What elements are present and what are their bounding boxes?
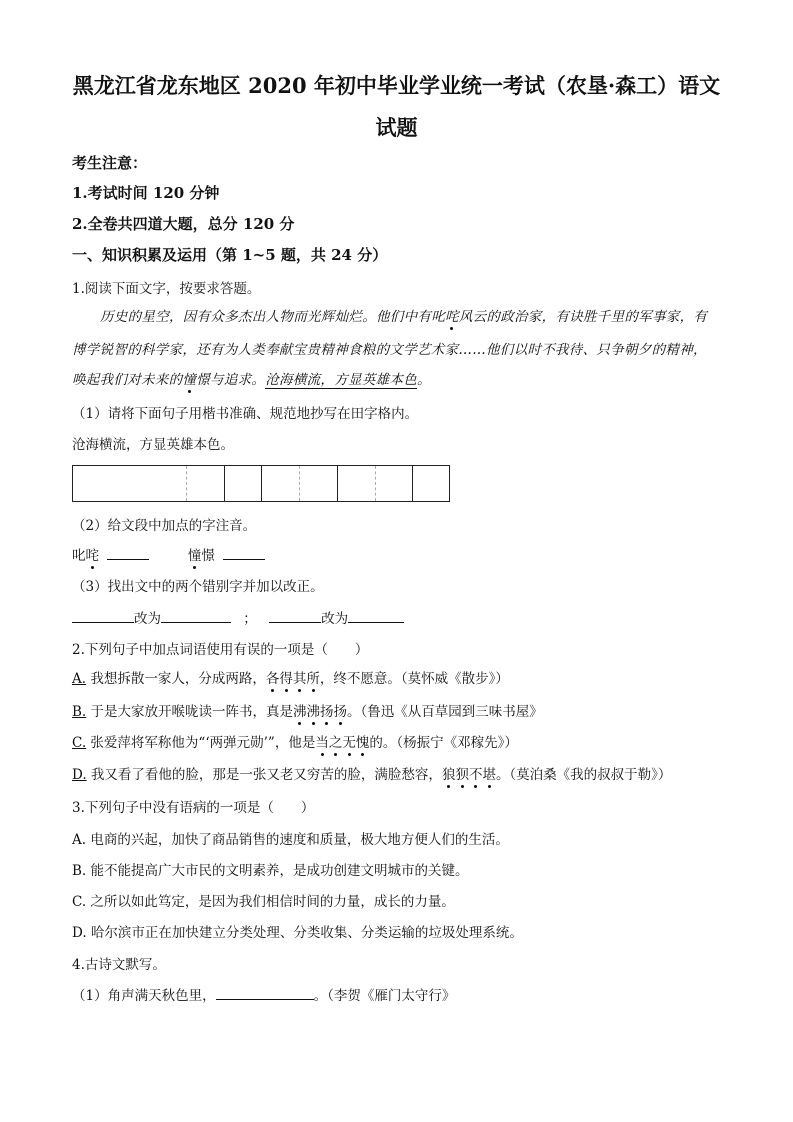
q1-sub2: （2）给文段中加点的字注音。	[72, 518, 257, 534]
option-text: 我又看了看他的脸，那是一张又老又穷苦的脸，满脸愁容，	[86, 767, 442, 783]
passage-text: 风云的政治家，有诀胜千里的军事家，有	[458, 309, 708, 325]
q2-option-d[interactable]	[72, 763, 671, 783]
section1-heading: 一、知识积累及运用（第 1~5 题，共 24 分）	[72, 246, 388, 264]
passage-text: 。	[417, 372, 431, 388]
dotted-char: 咤	[445, 305, 459, 325]
exam-title-line2: 试题	[375, 115, 418, 140]
q1-passage-line1	[100, 305, 707, 325]
notice-item-time: 1.考试时间 120 分钟	[72, 184, 220, 202]
q2-option-c[interactable]	[72, 731, 518, 751]
answer-blank[interactable]	[223, 547, 265, 560]
q3-stem: 3.下列句子中没有语病的一项是（ ）	[72, 800, 315, 816]
dotted-phrase: 当之无愧	[315, 735, 369, 751]
notice-item-score: 2.全卷共四道大题，总分 120 分	[72, 215, 295, 233]
option-text: 。（鲁迅《从百草园到三味书屋》	[347, 704, 543, 720]
q3-option-b[interactable]: B. 能不能提高广大市民的文明素养，是成功创建文明城市的关键。	[72, 863, 469, 879]
grid-dashed-line	[186, 466, 187, 501]
dotted-char: 憧	[188, 544, 202, 564]
q4-stem: 4.古诗文默写。	[72, 957, 166, 973]
writing-grid[interactable]	[72, 465, 450, 502]
poem-line: （1）角声满天秋色里，	[72, 988, 216, 1004]
passage-text: 唤起我们对未来的	[72, 372, 183, 388]
q1-passage-line3	[72, 368, 431, 388]
change-label: 改为	[134, 611, 161, 627]
q1-passage-line2: 博学锐智的科学家，还有为人类奉献宝贵精神食粮的文学艺术家……他们以时不我待、只争朝夕的精神，	[72, 342, 707, 358]
option-letter: C.	[72, 735, 87, 751]
q2-option-b[interactable]	[72, 700, 543, 720]
dotted-char: 咤	[86, 544, 100, 564]
answer-blank[interactable]	[72, 610, 134, 623]
pinyin-word: 叱	[72, 548, 86, 564]
option-letter: A.	[72, 671, 87, 687]
grid-solid-line	[412, 466, 413, 501]
pinyin-word: 憬	[201, 548, 215, 564]
grid-solid-line	[261, 466, 262, 501]
option-text: ，终不愿意。（莫怀威《散步》）	[319, 671, 509, 687]
dotted-phrase: 狼狈不堪	[442, 767, 496, 783]
option-text: 的。（杨振宁《邓稼先》）	[369, 735, 518, 751]
q1-sub3: （3）找出文中的两个错别字并加以改正。	[72, 579, 324, 595]
option-text: 于是大家放开喉咙读一阵书，真是	[86, 704, 294, 720]
change-label: 改为	[321, 611, 349, 627]
q1-stem: 1.阅读下面文字，按要求答题。	[72, 281, 261, 297]
answer-blank[interactable]	[161, 610, 231, 623]
q2-stem: 2.下列句子中加点词语使用有误的一项是（ ）	[72, 642, 369, 658]
q4-sub1	[72, 984, 455, 1004]
grid-dashed-line	[375, 466, 376, 501]
answer-blank[interactable]	[216, 987, 314, 1000]
option-letter: B.	[72, 704, 87, 720]
q2-option-a[interactable]	[72, 667, 509, 687]
answer-blank[interactable]	[348, 610, 404, 623]
underlined-sentence: 沧海横流，方显英雄本色	[265, 372, 418, 388]
separator: ；	[243, 611, 257, 627]
q3-option-d[interactable]: D. 哈尔滨市正在加快建立分类处理、分类收集、分类运输的垃圾处理系统。	[72, 925, 523, 941]
option-text: 张爱萍将军称他为“‘两弹元勋’”，他是	[86, 735, 316, 751]
q3-option-c[interactable]: C. 之所以如此笃定，是因为我们相信时间的力量，成长的力量。	[72, 894, 455, 910]
exam-title-line1: 黑龙江省龙东地区 2020 年初中毕业学业统一考试（农垦·森工）语文	[72, 73, 721, 98]
grid-dashed-line	[299, 466, 300, 501]
q1-sub2-blanks	[72, 544, 265, 564]
passage-text: 憬与追求。	[196, 372, 266, 388]
answer-blank[interactable]	[269, 610, 321, 623]
q3-option-a[interactable]: A. 电商的兴起，加快了商品销售的速度和质量，极大地方便人们的生活。	[72, 832, 509, 848]
dotted-phrase: 沸沸扬扬	[293, 704, 347, 720]
q1-sub1: （1）请将下面句子用楷书准确、规范地抄写在田字格内。	[72, 406, 419, 422]
passage-text: 历史的星空，因有众多杰出人物而光辉灿烂。他们中有叱	[100, 309, 445, 325]
poem-source: 。（李贺《雁门太守行》	[313, 988, 456, 1004]
dotted-char: 憧	[182, 368, 196, 388]
q1-sub3-blanks	[72, 607, 404, 627]
dotted-phrase: 各得其所	[266, 671, 320, 687]
notice-heading: 考生注意：	[72, 154, 148, 172]
answer-blank[interactable]	[107, 547, 149, 560]
grid-solid-line	[337, 466, 338, 501]
grid-solid-line	[224, 466, 225, 501]
option-text: 我想拆散一家人，分成两路，	[86, 671, 266, 687]
option-letter: D.	[72, 767, 87, 783]
q1-sub1-sentence: 沧海横流，方显英雄本色。	[72, 437, 234, 453]
option-text: 。（莫泊桑《我的叔叔于勒》）	[495, 767, 672, 783]
